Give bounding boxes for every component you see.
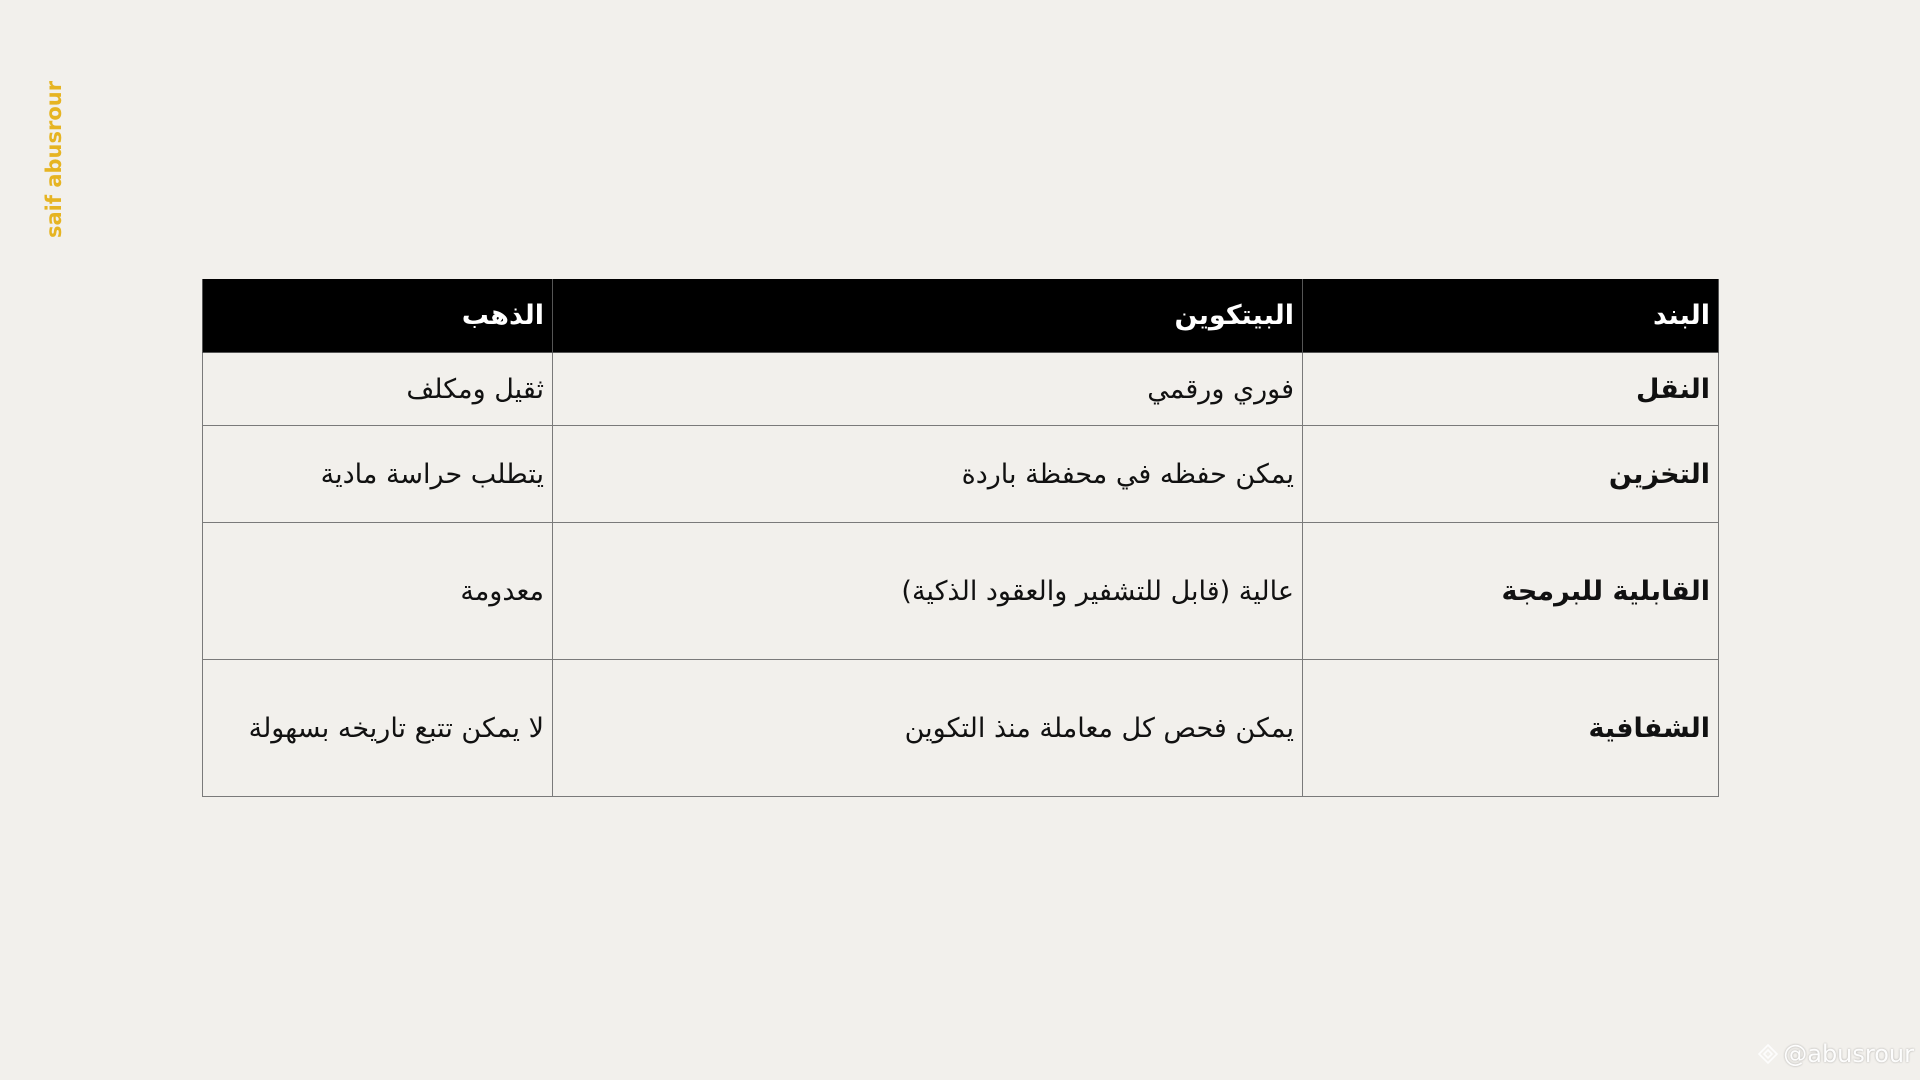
- row-label: التخزين: [1303, 426, 1719, 523]
- watermark-handle: @abusrour: [1783, 1040, 1914, 1068]
- row-label: النقل: [1303, 353, 1719, 426]
- header-gold: الذهب: [203, 279, 553, 353]
- table-row: [203, 426, 1719, 523]
- table-row: [203, 660, 1719, 797]
- gold-cell: لا يمكن تتبع تاريخه بسهولة: [203, 660, 553, 797]
- table-row: [203, 353, 1719, 426]
- header-bitcoin: البيتكوين: [553, 279, 1303, 353]
- bitcoin-cell: يمكن حفظه في محفظة باردة: [553, 426, 1303, 523]
- gold-cell: معدومة: [203, 523, 553, 660]
- row-label: القابلية للبرمجة: [1303, 523, 1719, 660]
- diamond-logo-icon: [1757, 1043, 1779, 1065]
- bitcoin-cell: يمكن فحص كل معاملة منذ التكوين: [553, 660, 1303, 797]
- comparison-table: [202, 279, 1719, 797]
- gold-cell: يتطلب حراسة مادية: [203, 426, 553, 523]
- bitcoin-cell: فوري ورقمي: [553, 353, 1303, 426]
- row-label: الشفافية: [1303, 660, 1719, 797]
- header-item: البند: [1303, 279, 1719, 353]
- bitcoin-cell: عالية (قابل للتشفير والعقود الذكية): [553, 523, 1303, 660]
- author-name: saif abusrour: [42, 80, 66, 238]
- watermark: [1757, 1040, 1914, 1068]
- gold-cell: ثقيل ومكلف: [203, 353, 553, 426]
- comparison-table-container: [202, 279, 1718, 797]
- table-row: [203, 523, 1719, 660]
- table-header-row: [203, 279, 1719, 353]
